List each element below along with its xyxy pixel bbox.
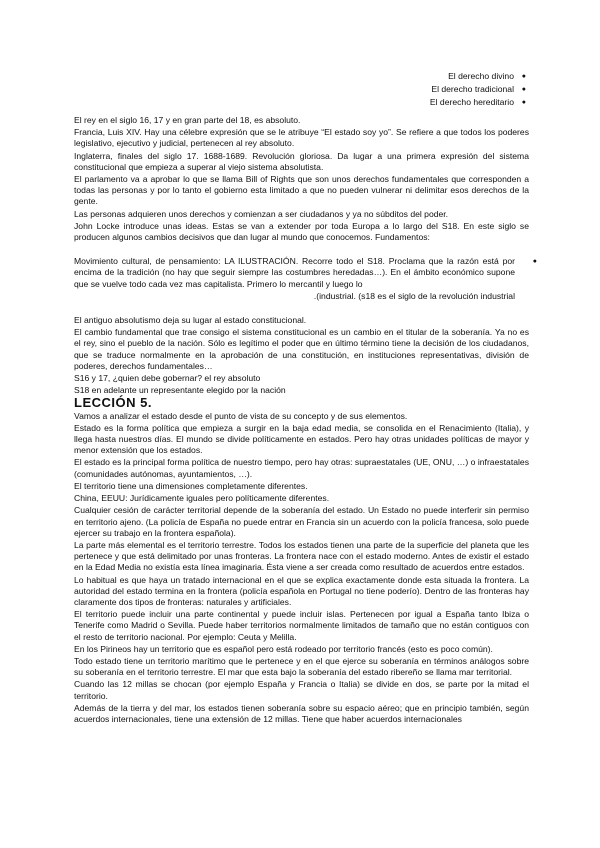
spacer (74, 244, 529, 256)
paragraph: El territorio puede incluir una parte continental y puede incluir islas. Pertenecen por igual a España tanto Ibiza o Tenerife como Madrid o Sevilla. Puede haber territorios normalmente limitados de tamaño que no están contiguos con el resto de territorio nacional. Por ejemplo: Ceuta y Melilla. (74, 609, 529, 642)
paragraph: En los Pirineos hay un territorio que es español pero está rodeado por territorio francés (esto es poco común). (74, 643, 493, 654)
bullet-paragraph-last-line: .(industrial. (s18 es el siglo de la revolución industrial (313, 290, 515, 301)
paragraph: China, EEUU: Jurídicamente iguales pero políticamente diferentes. (74, 493, 330, 504)
section-heading: LECCIÓN 5. (74, 395, 152, 411)
paragraph: Cualquier cesión de carácter territorial depende de la soberanía del estado. Un Estado no puede interferir sin permiso en territorio ajeno. (La policía de España no puede entrar en Francia sin un acuerdo con la policía francesa, solo puede ejercer su trabajo en la frontera española). (74, 505, 529, 538)
paragraph: El rey en el siglo 16, 17 y en gran parte del 18, es absoluto. (74, 115, 301, 125)
paragraph: El territorio tiene una dimensiones completamente diferentes. (74, 480, 308, 491)
paragraph: Vamos a analizar el estado desde el punto de vista de su concepto y de sus elementos. (74, 410, 408, 421)
paragraph: Todo estado tiene un territorio marítimo que le pertenece y en el que ejerce su soberanía en términos análogos sobre su soberanía en el territorio terrestre. El mar que esta bajo la soberanía del estado ribereño se llama mar territorial. (74, 655, 529, 678)
bullet-icon: ● (532, 258, 537, 266)
document-body (74, 115, 537, 726)
paragraph: S18 en adelante un representante elegido por la nación (74, 385, 286, 396)
bullet-icon: ● (521, 86, 526, 94)
paragraph: Francia, Luis XIV. Hay una célebre expresión que se le atribuye “El estado soy yo”. Se refiere a que todos los poderes legislativo, ejecutivo y judicial, pertenecen al rey absoluto. (74, 127, 529, 149)
paragraph: El parlamento va a aprobar lo que se llama Bill of Rights que son unos derechos fundamentales que corresponden a todas las personas y por lo tanto el gobierno esta limitado a que no pueden vulnerar ni delimitar esos derechos de la gente. (74, 174, 529, 207)
bullet-icon: ● (521, 99, 526, 107)
paragraph: Cuando las 12 millas se chocan (por ejemplo España y Francia o Italia) se divide en dos, se parte por la mitad el territorio. (74, 679, 529, 701)
paragraph: Lo habitual es que haya un tratado internacional en el que se explica exactamente donde esta situada la frontera. La autoridad del estado termina en la frontera (policía española en Portugal no tiene poderío). Dentro de las fronteras hay claramente dos tipos de fronteras: naturales y artificiales. (74, 574, 529, 607)
paragraph: La parte más elemental es el territorio terrestre. Todos los estados tienen una parte de la superficie del planeta que les pertenece y que está delimitado por unas fronteras. La frontera nace con el estado moderno. Antes de existir el estado en la Edad Media no existía esta línea imaginaria. Ésta viene a ser creada como resultado de acuerdos entre estados. (74, 539, 529, 573)
spacer (74, 303, 529, 315)
top-bullet-list (74, 70, 526, 110)
bullet-paragraph (74, 256, 537, 302)
paragraph: Inglaterra, finales del siglo 17. 1688-1689. Revolución gloriosa. Da lugar a una primera expresión del sistema constitucional que empieza a superar al viejo sistema absolutista. (74, 150, 529, 172)
list-item (74, 83, 526, 96)
list-item-label: El derecho tradicional (431, 84, 514, 95)
bullet-icon: ● (521, 73, 526, 80)
list-item (74, 70, 526, 83)
paragraph: Además de la tierra y del mar, los estados tienen soberanía sobre su espacio aéreo; que en principio también, según acuerdos internacionales, tiene una extensión de 12 millas. Tiene que haber acuerdos internacionales (74, 702, 529, 724)
paragraph: Estado es la forma política que empieza a surgir en la baja edad media, se consolida en el Renacimiento (Italia), y llega hasta nuestros días. El mundo se divide políticamente en estados. Pero hay otras unidades políticas de mayor y menor extensión que los estados. (74, 422, 529, 456)
paragraph: El estado es la principal forma política de nuestro tiempo, pero hay otras: supraestatales (UE, ONU, …) o infraestatales (comunidades autónomas, ayuntamientos, …). (74, 457, 529, 479)
list-item (74, 96, 526, 109)
list-item-label: El derecho divino (448, 71, 514, 81)
paragraph: S16 y 17, ¿quien debe gobernar? el rey absoluto (74, 373, 261, 384)
paragraph: El antiguo absolutismo deja su lugar al estado constitucional. (74, 315, 307, 326)
paragraph: John Locke introduce unas ideas. Estas se van a extender por toda Europa a lo largo del S18. En este siglo se producen algunos cambios decisivos que dan lugar al mundo que conocemos. Fundamentos: (74, 220, 529, 243)
paragraph: Las personas adquieren unos derechos y comienzan a ser ciudadanos y ya no súbditos del poder. (74, 208, 449, 219)
list-item-label: El derecho hereditario (429, 97, 514, 108)
paragraph: El cambio fundamental que trae consigo el sistema constitucional es un cambio en el titular de la soberanía. Ya no es el rey, sino el pueblo de la nación. Sólo es legítimo el poder que en último término tiene la decisión de los ciudadanos, que se traduce normalmente en la aprobación de una constitución, en instituciones representativas, división de poderes, derechos fundamentales… (74, 327, 529, 371)
bullet-paragraph-text: Movimiento cultural, de pensamiento: LA ILUSTRACIÓN. Recorre todo el S18. Proclama que la razón está por encima de la tradición (no hay que seguir siempre las costumbres heredadas…). En el ámbito económico supone que se vuelve todo cada vez mas capitalista. Primero lo mercantil y luego lo (74, 256, 515, 289)
